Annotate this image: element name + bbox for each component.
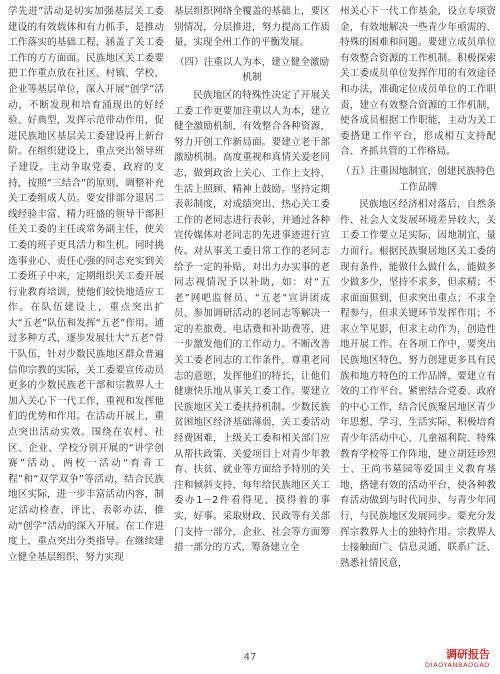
column-right [340, 4, 496, 640]
paragraph: 州关心下一代工作基金，设立专项资金，有效地解决一些青少年亟需的、特殊的困难和问题。要建立成员单位有效整合资源的工作机制。积极探索关工委成员单位发挥作用的有效途径和办法，准确定位成员单位的工作职责，建立有效整合资源的工作机制，使各成员根据工作职能，主动为关工委搭建工作平台，形成相互支持配合、齐抓共管的工作格局。 [340, 6, 496, 158]
column-middle [174, 4, 330, 640]
paragraph: 基层组织网络全覆盖的基础上，要区别情况，分层推进，努力提高工作质量，实现全州工作的平衡发展。 [174, 6, 330, 49]
section-heading: （五）注重因地制宜，创建民族特色工作品牌 [340, 165, 496, 193]
text-columns [8, 4, 496, 640]
brand-title: 调研报告 [446, 648, 490, 661]
page-number: 47 [243, 652, 257, 663]
journal-brand [425, 648, 490, 670]
section-heading: （四）注重以人为本，建立健全激励机制 [174, 56, 330, 84]
paragraph: 民族地区经济相对落后，自然条件、社会人文发展环境差异较大，关工委工作要立足实际，因地制宜，量力而行。根据民族聚居地区关工委的现有条件，能做什么做什么，能做多少做多少，坚持不求多，但求精；不求面面俱到，但求突出重点；不求全程参与，但求关键环节发挥作用；不求立竿见影，但求主动作为，创造性地开展工作。在各项工作中，要突出民族地区特色，努力创建更多具有民族和地方特色的工作品牌，要建立有效的工作平台。紧密结合党委、政府的中心工作，结合民族聚居地区青少年思想、学习、生活实际，积极培育青少年活动中心、儿童福利院、特殊教育学校等工作阵地，建立胡廷珍烈士、王尚书墓园等爱国主义教育基地，搭建有效的活动平台，使各种教育活动做到与时代同步、与青少年同行，与民族地区发展同步。要充分发挥宗教界人士的独特作用。宗教界人士接触面广、信息灵通、联系广泛、熟悉社情民意， [340, 199, 496, 569]
paragraph: 学先进”活动是切实加强基层关工委建设的有效载体和有力抓手，是推动工作落实的基础工程，涵盖了关工委工作的方方面面。民族地区关工委要把工作重点放在社区、村镇、学校、企业等基层单位，深入开展“创学”活动，不断发现和培育涌现出的好经验、好典型，发挥示范带动作用，促进民族地区基层关工委建设再上新台阶。在组织建设上，重点突出领导班子建设。主动争取党委、政府的支持，按照“三结合”的原则，调整补充关工委组成人员。要安排部分退居二线经验丰富、精力旺盛的领导干部担任关工委的主任或常务副主任，使关工委的班子更具活力和生机。同时挑选事业心、责任心强的同志充实到关工委班子中来，定期组织关工委开展行业教育培训，使他们较快地适应工作。在队伍建设上，重点突出扩大“五老”队伍和发挥“五老”作用。通过多种方式，逐步发展壮大“五老”骨干队伍，针对少数民族地区群众普遍信仰宗教的实际，关工委要宣传动员更多的少数民族老干部和宗教界人士加入关心下一代工作，重视和发挥他们的优势和作用。在活动开展上，重点突出活动实效。围绕在农村、社区、企业、学校分别开展的“讲学创赛”活动、两校一活动“育青工程”和“双学双争”等活动，结合民族地区实际，进一步丰富活动内容，制定活动检查、评比、表彰办法，推动“创学”活动的深入开展。在工作进度上，重点突出分类指导。在继续建立健全基层组织、努力实现 [8, 6, 164, 563]
paragraph: 民族地区的特殊性决定了开展关工委工作更要加注重以人为本，建立健全激励机制，有效整合各种资源，努力开创工作新局面。要建立老干部激励机制。高度重视和真情关爱老同志，做到政治上关心、工作上支持、生活上照顾、精神上鼓励。坚持定期表彰制度，对成绩突出、热心关工委工作的老同志进行表彰，并通过各种宣传媒体对老同志的先进事迹进行宣传。对从事关工委日常工作的老同志给予一定的补贴，对出力办实事的老同志视情况予以补助，如：对“五老”网吧监督员、“五老”宣讲团成员、参加调研活动的老同志等解决一定的差旅费、电话费和补助费等，进一步激发他们的工作动力。不断改善关工委老同志的工作条件，尊重老同志的意愿，发挥他们的特长，让他们健康快乐地从事关工委工作。要建立民族地区关工委扶持机制。少数民族贫困地区经济基础薄弱，关工委活动经费困难，上级关工委和相关部门应从帮扶政策、关爱项目上对青少年教育、扶贫、就业等方面给予特别的关注和倾斜支持，每年给民族地区关工委办1－2件看得见、摸得着的事实，好事。采取财政、民政等有关部门支持一部分，企业、社会等方面筹措一部分的方式，筹备建立全 [174, 89, 330, 554]
page-footer [0, 640, 500, 674]
brand-subtitle: DIAOYANBAOGAO [425, 661, 490, 669]
column-left [8, 4, 164, 640]
